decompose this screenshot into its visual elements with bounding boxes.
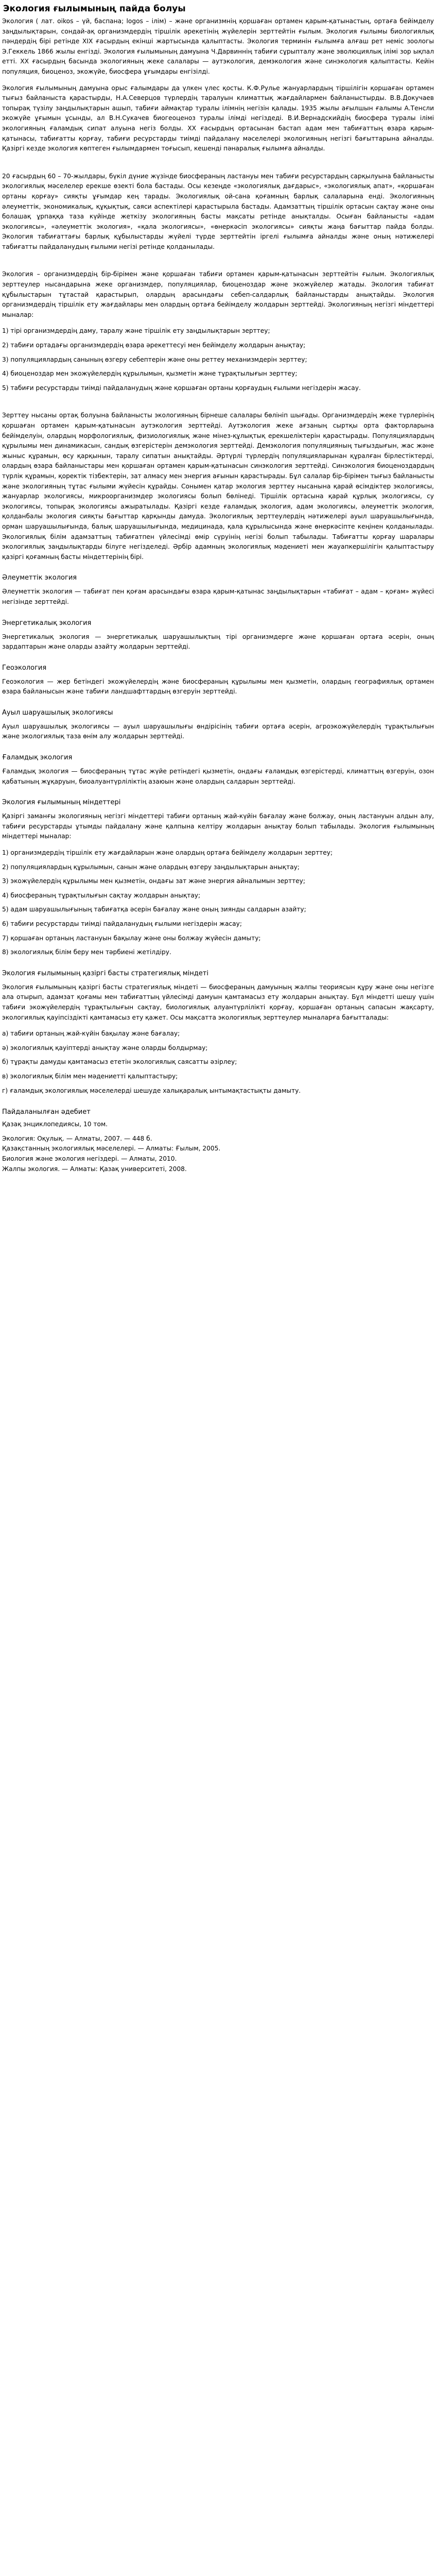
reference-item: Қазақстанның экологиялық мәселелері. — Алматы: Ғылым, 2005. bbox=[2, 1145, 221, 1153]
reference-item: Жалпы экология. — Алматы: Қазақ университеті, 2008. bbox=[2, 1165, 187, 1173]
list-item: 4) биосфераның тұрақтылығын сақтау жолдарын анықтау; bbox=[2, 891, 201, 899]
list-item: 1) тірі организмдердің даму, таралу және тіршілік ету заңдылықтарын зерттеу; bbox=[2, 327, 270, 335]
section-heading: Экология ғылымының қазіргі басты стратегиялық міндеті bbox=[2, 969, 208, 977]
branch-text: Ғаламдық экология — биосфераның тұтас жүйе ретіндегі қызметін, ондағы ғаламдық өзгерістерді, климаттың өзгеруін, озон қабатының жұқаруын, биоалуантүрліліктің азаюын және олардың салдарын зерттейді. bbox=[2, 768, 436, 785]
list-item: 5) адам шаруашылығының табиғатқа әсерін бағалау және оның зиянды салдарын азайту; bbox=[2, 906, 306, 913]
intro-paragraph-2: Экология ғылымының дамуына орыс ғалымдары да үлкен үлес қосты. К.Ф.Рулье жануарлардың тіршілігін қоршаған ортамен тығыз байланыста қарастырды, Н.А.Северцов түрлердің таралуын климаттық жағдайлармен байланыстырды. В.В.Докучаев топырақ түзілу заңдылықтарын ашып, табиғи аймақтар туралы ілімнің негізін қалады. 1935 жылы ағылшын ғалымы А.Тенсли экожүйе ұғымын ұсынды, ал В.Н.Сукачев биогеоценоз туралы ілімді негіздеді. В.И.Вернадскийдің биосфера туралы ілімі экологияның ғаламдық сипат алуына негіз болды. XX ғасырдың ортасынан бастап адам мен табиғаттың өзара қарым-қатынасы, табиғатты қорғау, табиғи ресурстарды тиімді пайдалану мәселелері экологияның негізгі бағыттарына айналды. Қазіргі кезде экология көптеген ғылымдармен тоғысып, кешенді пәнаралық ғылымға айналды. bbox=[2, 84, 436, 152]
branch-text: Әлеуметтік экология — табиғат пен қоғам арасындағы өзара қарым-қатынас заңдылықтарын «табиғат – адам – қоғам» жүйесі негізінде зерттейді. bbox=[2, 588, 436, 605]
branch-heading: Әлеуметтік экология bbox=[2, 574, 77, 582]
task-list bbox=[2, 326, 434, 393]
list-item: 1) организмдердің тіршілік ету жағдайларын және олардың ортаға бейімделу жолдарын зерттеу; bbox=[2, 849, 333, 857]
list-item: 7) қоршаған ортаның ластануын бақылау және оны болжау жүйесін дамыту; bbox=[2, 934, 261, 942]
list-item: 6) табиғи ресурстарды тиімді пайдаланудың ғылыми негіздерін жасау; bbox=[2, 920, 242, 927]
intro-paragraph-1: Экология ( лат. oikos – үй, баспана; logos – ілім) – және организмнің қоршаған ортамен қарым-қатынастың, ортаға бейімделу заңдылықтарын, сондай-ақ организмдердің тіршілік әрекетінің жүйелерін зерттейтін ғылым. Экология ғылымы биологиялық пәндердің бірі ретінде XIX ғасырдың екінші жартысында қалыптасты. Экология терминін ғылымға алғаш рет неміс зоологы Э.Геккель 1866 жылы енгізді. Экология ғылымының дамуына Ч.Дарвиннің табиғи сұрыпталу және эволюциялық ілімі зор ықпал етті. XX ғасырдың басында экологияның жеке салалары — аутэкология, демэкология және синэкология қалыптасты. Кейін популяция, биоценоз, экожүйе, биосфера ұғымдары енгізілді. bbox=[2, 18, 436, 75]
list-item: 3) экожүйелердің құрылымы мен қызметін, ондағы зат және энергия айналымын зерттеу; bbox=[2, 877, 305, 885]
branch-heading: Ғаламдық экология bbox=[2, 754, 73, 762]
list-item: 3) популяциялардың санының өзгеру себептерін және оны реттеу механизмдерін зерттеу; bbox=[2, 355, 307, 363]
branches-section bbox=[2, 573, 434, 787]
intro-section bbox=[2, 16, 434, 393]
section-text: Экология ғылымының қазіргі басты стратегиялық міндеті — биосфераның дамуының жалпы теориясын құру және оны негізге ала отырып, адамзат қоғамы мен табиғаттың үйлесімді дамуын қамтамасыз ету жолдарын анықтау. Бұл міндетті шешу үшін табиғи экожүйелердің тұрақтылығын сақтау, биологиялық алуантүрлілікті қорғау, қоршаған ортаның сапасын жақсарту, экологиялық қауіпсіздікті қамтамасыз ету қажет. Осы мақсатта экологиялық зерттеулер мыналарға бағытталады: bbox=[2, 983, 436, 1021]
list-item: 4) биоценоздар мен экожүйелердің құрылымын, қызметін және тұрақтылығын зерттеу; bbox=[2, 370, 298, 378]
branch-text: Геоэкология — жер бетіндегі экожүйелердің және биосфераның құрылымы мен қызметін, олардың географиялық ортамен өзара байланысын және табиғи ландшафттардың өзгеруін зерттейді. bbox=[2, 677, 436, 696]
body-paragraph: Зерттеу нысаны ортақ болуына байланысты экологияның бірнеше салалары бөлініп шығады. Организмдердің жеке түрлерінің қоршаған ортамен қарым-қатынасын аутэкология зерттейді. Аутэкология жеке ағзаның сыртқы орта факторларына бейімделуін, олардың морфологиялық, физиологиялық және мінез-құлықтық ерекшеліктерін қарастырады. Популяциялардың құрылымы мен динамикасын, сандық өзгерістерін демэкология зерттейді. Демэкология популяцияның тығыздығын, жас және жыныс құрамын, өсу қарқынын, таралу сипатын анықтайды. Әртүрлі түрлердің популяцияларынан құралған бірлестіктерді, олардың өзара байланыстары мен қоршаған ортамен қарым-қатынасын синэкология зерттейді. Синэкология биоценоздардың түрлік құрамын, қоректік тізбектерін, зат алмасу мен энергия ағынын қарастырады. Бұл салалар бір-бірімен тығыз байланысты және экологияның тұтас ғылыми жүйесін құрайды. Сонымен қатар экология зерттеу нысанына қарай өсімдіктер экологиясы, жануарлар экологиясы, микроорганизмдер экологиясы болып бөлінеді. Тіршілік ортасына қарай құрлық экологиясы, су экологиясы, топырақ экологиясы ажыратылады. Қазіргі кезде ғаламдық экология, адам экологиясы, әлеуметтік экология, қолданбалы экология сияқты бағыттар қарқынды дамуда. Экологиялық зерттеулердің нәтижелері ауыл шаруашылығында, орман шаруашылығында, балық шаруашылығында, медицинада, қала құрылысында және өнеркәсіпте кеңінен қолданылады. Экологиялық білім адамзаттың табиғатпен үйлесімді өмір сүруінің негізі болып табылады. Табиғатты қорғау шаралары экологиялық заңдылықтарды білуге негізделеді. Әрбір адамның экологиялық мәдениеті мен жауапкершілігін қалыптастыру қазіргі қоғамның басты міндеттерінің бірі. bbox=[2, 412, 436, 561]
task-list bbox=[2, 848, 434, 958]
list-item: б) тұрақты дамуды қамтамасыз ететін экологиялық саясатты әзірлеу; bbox=[2, 1058, 237, 1066]
intro-paragraph-3: 20 ғасырдың 60 – 70-жылдары, бүкіл дүние жүзінде биосфераның ластануы мен табиғи ресурстардың сарқылуына байланысты экологиялық мәселелер ерекше өзекті бола бастады. Осы кезеңде «экологиялық дағдарыс», «экологиялық апат», «қоршаған ортаны қорғау» сияқты ұғымдар кең тарады. Экологиялық ой-сана қоғамның барлық салаларына енді. Экологияның әлеуметтік, экономикалық, құқықтық, саяси аспектілері қарастырыла бастады. Адамзаттың тіршілік ортасын сақтау және оны болашақ ұрпаққа таза күйінде жеткізу экологияның басты мақсаты ретінде анықталды. Осыған байланысты «адам экологиясы», «әлеуметтік экология», «қала экологиясы», «өнеркәсіп экологиясы» сияқты жаңа бағыттар пайда болды. Экология табиғаттағы барлық құбылыстарды жүйелі түрде зерттейтін іргелі ғылымға айналды және оның нәтижелері табиғатты пайдаланудың ғылыми негізі ретінде қолданылады. bbox=[2, 172, 436, 250]
section-intro: Қазіргі заманғы экологияның негізгі міндеттері табиғи ортаның жай-күйін бағалау және болжау, оның ластануын алдын алу, табиғи ресурстарды ұтымды пайдалану және қалпына келтіру жолдарын анықтау болып табылады. Экология ғылымының міндеттері мыналар: bbox=[2, 812, 436, 840]
branch-text: Энергетикалық экология — энергетикалық шаруашылықтың тірі организмдерге және қоршаған ортаға әсерін, оның зардаптарын және оларды азайту жолдарын зерттейді. bbox=[2, 633, 436, 651]
branch-text: Ауыл шаруашылық экологиясы — ауыл шаруашылығы өндірісінің табиғи ортаға әсерін, агроэкожүйелердің тұрақтылығын және экологиялық таза өнім алу жолдарын зерттейді. bbox=[2, 722, 436, 740]
list-item: 2) табиғи ортадағы организмдердің өзара әрекеттесуі мен бейімделу жолдарын анықтау; bbox=[2, 342, 306, 349]
page-title: Экология ғылымының пайда болуы bbox=[3, 4, 186, 14]
reference-item: Экология: Оқулық. — Алматы, 2007. — 448 б. bbox=[2, 1134, 152, 1142]
branch-heading: Геоэкология bbox=[2, 664, 47, 672]
bibliography-title: Пайдаланылған әдебиет bbox=[2, 1108, 91, 1116]
bibliography-subtitle: Қазақ энциклопедиясы, 10 том. bbox=[2, 1121, 108, 1128]
body-section bbox=[2, 411, 434, 562]
list-item: 2) популяциялардың құрылымын, санын және олардың өзгеру заңдылықтарын анықтау; bbox=[2, 863, 300, 871]
intro-paragraph-4: Экология – организмдердің бір-бірімен және қоршаған табиғи ортамен қарым-қатынасын зерттейтін ғылым. Экологиялық зерттеулер нысандарына жеке организмдер, популяциялар, биоценоздар және экожүйелер жатады. Экология табиғат құбылыстарын тұтастай қарастырып, олардың арасындағы себеп-салдарлық байланыстарды анықтайды. Экология организмдердің тіршілік ету жағдайлары мен олардың ортаға бейімделу жолдарын зерттейді. Экологияның негізгі міндеттері мыналар: bbox=[2, 270, 436, 318]
branch-heading: Ауыл шаруашылық экологиясы bbox=[2, 708, 113, 717]
list-item: 5) табиғи ресурстарды тиімді пайдаланудың және қоршаған ортаны қорғаудың ғылыми негіздерін жасау. bbox=[2, 384, 361, 392]
bibliography bbox=[2, 1107, 434, 1174]
strategy-list bbox=[2, 1029, 434, 1096]
list-item: ә) экологиялық қауіптерді анықтау және оларды болдырмау; bbox=[2, 1044, 208, 1052]
branch-heading: Энергетикалық экология bbox=[2, 619, 92, 627]
list-item: в) экологиялық білім мен мәдениетті қалыптастыру; bbox=[2, 1072, 178, 1080]
list-item: 8) экологиялық білім беру мен тәрбиені жетілдіру. bbox=[2, 948, 171, 956]
reference-item: Биология және экология негіздері. — Алматы, 2010. bbox=[2, 1155, 177, 1162]
strategy-section bbox=[2, 969, 434, 1096]
tasks-section bbox=[2, 798, 434, 958]
list-item: а) табиғи ортаның жай-күйін бақылау және бағалау; bbox=[2, 1030, 180, 1038]
article bbox=[0, 0, 436, 1174]
section-heading: Экология ғылымының міндеттері bbox=[2, 799, 121, 807]
list-item: г) ғаламдық экологиялық мәселелерді шешуде халықаралық ынтымақтастықты дамыту. bbox=[2, 1087, 301, 1094]
